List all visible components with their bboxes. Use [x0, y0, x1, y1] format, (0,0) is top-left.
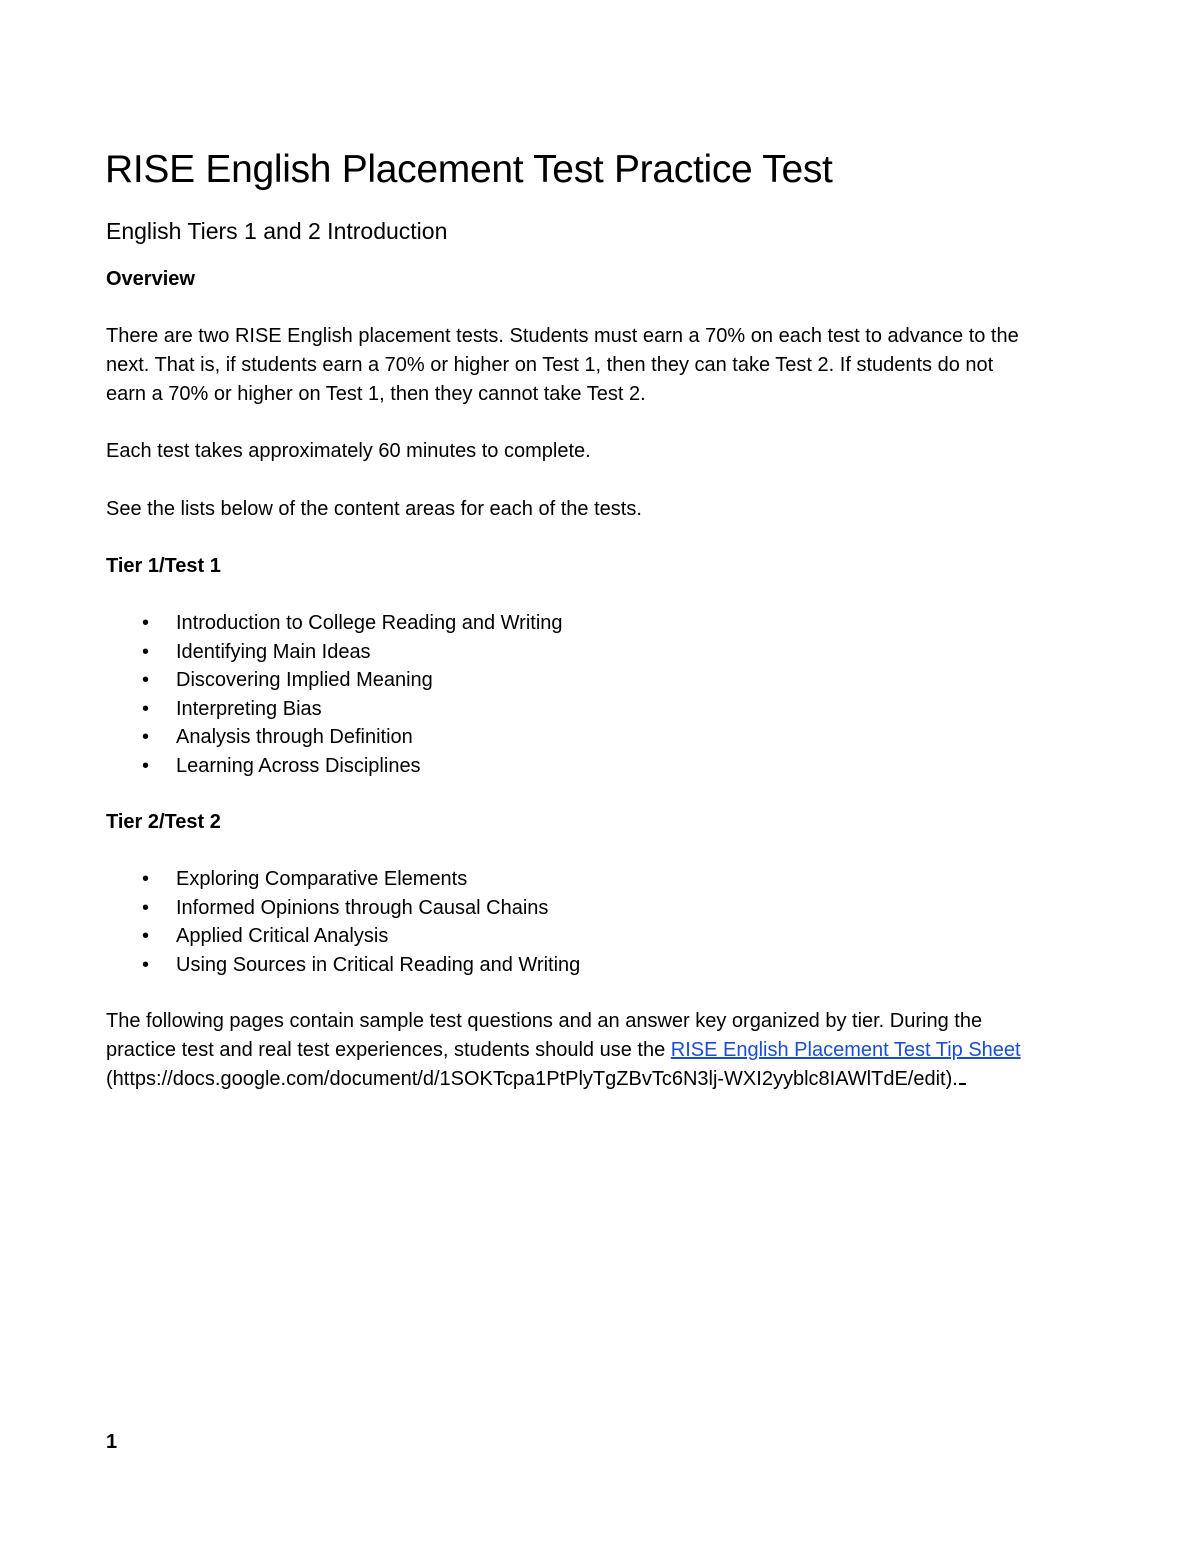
list-item-label: Interpreting Bias — [176, 697, 322, 720]
list-item-label: Introduction to College Reading and Writing — [176, 612, 563, 634]
list-item — [106, 922, 580, 951]
list-item — [106, 638, 563, 667]
overview-line: earn a 70% or higher on Test 1, then they cannot take Test 2. — [106, 383, 646, 405]
closing-line — [106, 1036, 1096, 1065]
lists-intro-paragraph: See the lists below of the content areas for each of the tests. — [106, 498, 642, 520]
bullet-icon: • — [142, 896, 150, 919]
bullet-icon: • — [142, 925, 150, 948]
duration-paragraph: Each test takes approximately 60 minutes to complete. — [106, 440, 591, 462]
list-item — [106, 951, 580, 980]
list-item — [106, 723, 563, 752]
list-item-label: Using Sources in Critical Reading and Writing — [176, 953, 581, 976]
list-item-label: Learning Across Disciplines — [176, 754, 421, 777]
tier2-list — [106, 865, 580, 979]
closing-line: The following pages contain sample test questions and an answer key organized by tier. During the — [106, 1010, 983, 1032]
page-number: 1 — [106, 1431, 118, 1453]
list-item-label: Identifying Main Ideas — [176, 640, 371, 663]
list-item-label: Exploring Comparative Elements — [176, 868, 468, 890]
closing-paragraph — [106, 1007, 1096, 1094]
document-subtitle: English Tiers 1 and 2 Introduction — [106, 218, 448, 244]
bullet-icon: • — [142, 754, 150, 777]
closing-url-line — [106, 1065, 1096, 1094]
list-item-label: Discovering Implied Meaning — [176, 669, 433, 692]
bullet-icon: • — [142, 868, 150, 890]
bullet-icon: • — [142, 953, 150, 976]
overview-paragraph — [106, 322, 1096, 409]
bullet-icon: • — [142, 640, 150, 663]
bullet-icon: • — [142, 726, 150, 749]
text-cursor-mark — [959, 1066, 966, 1085]
tier1-heading: Tier 1/Test 1 — [106, 555, 221, 577]
bullet-icon: • — [142, 669, 150, 692]
list-item — [106, 752, 563, 781]
tier1-list — [106, 609, 563, 781]
bullet-icon: • — [142, 697, 150, 720]
overview-heading: Overview — [106, 268, 195, 290]
list-item-label: Informed Opinions through Causal Chains — [176, 896, 549, 919]
list-item — [106, 695, 563, 724]
overview-line: There are two RISE English placement tests. Students must earn a 70% on each test to advance to the — [106, 325, 1019, 347]
bullet-icon: • — [142, 612, 150, 634]
tip-sheet-url-text: (https://docs.google.com/document/d/1SOKTcpa1PtPlyTgZBvTc6N3lj-WXI2yyblc8IAWlTdE/edit). — [106, 1068, 958, 1090]
list-item-label: Applied Critical Analysis — [176, 925, 389, 948]
document-title: RISE English Placement Test Practice Test — [105, 148, 833, 191]
list-item — [106, 666, 563, 695]
list-item — [106, 609, 563, 638]
list-item-label: Analysis through Definition — [176, 726, 413, 749]
closing-line-text: practice test and real test experiences, students should use the — [106, 1039, 671, 1061]
list-item — [106, 894, 580, 923]
tip-sheet-link[interactable]: RISE English Placement Test Tip Sheet — [670, 1039, 1021, 1061]
overview-line: next. That is, if students earn a 70% or higher on Test 1, then they can take Test 2. If students do not — [106, 354, 994, 376]
list-item — [106, 865, 580, 894]
tier2-heading: Tier 2/Test 2 — [106, 811, 221, 833]
